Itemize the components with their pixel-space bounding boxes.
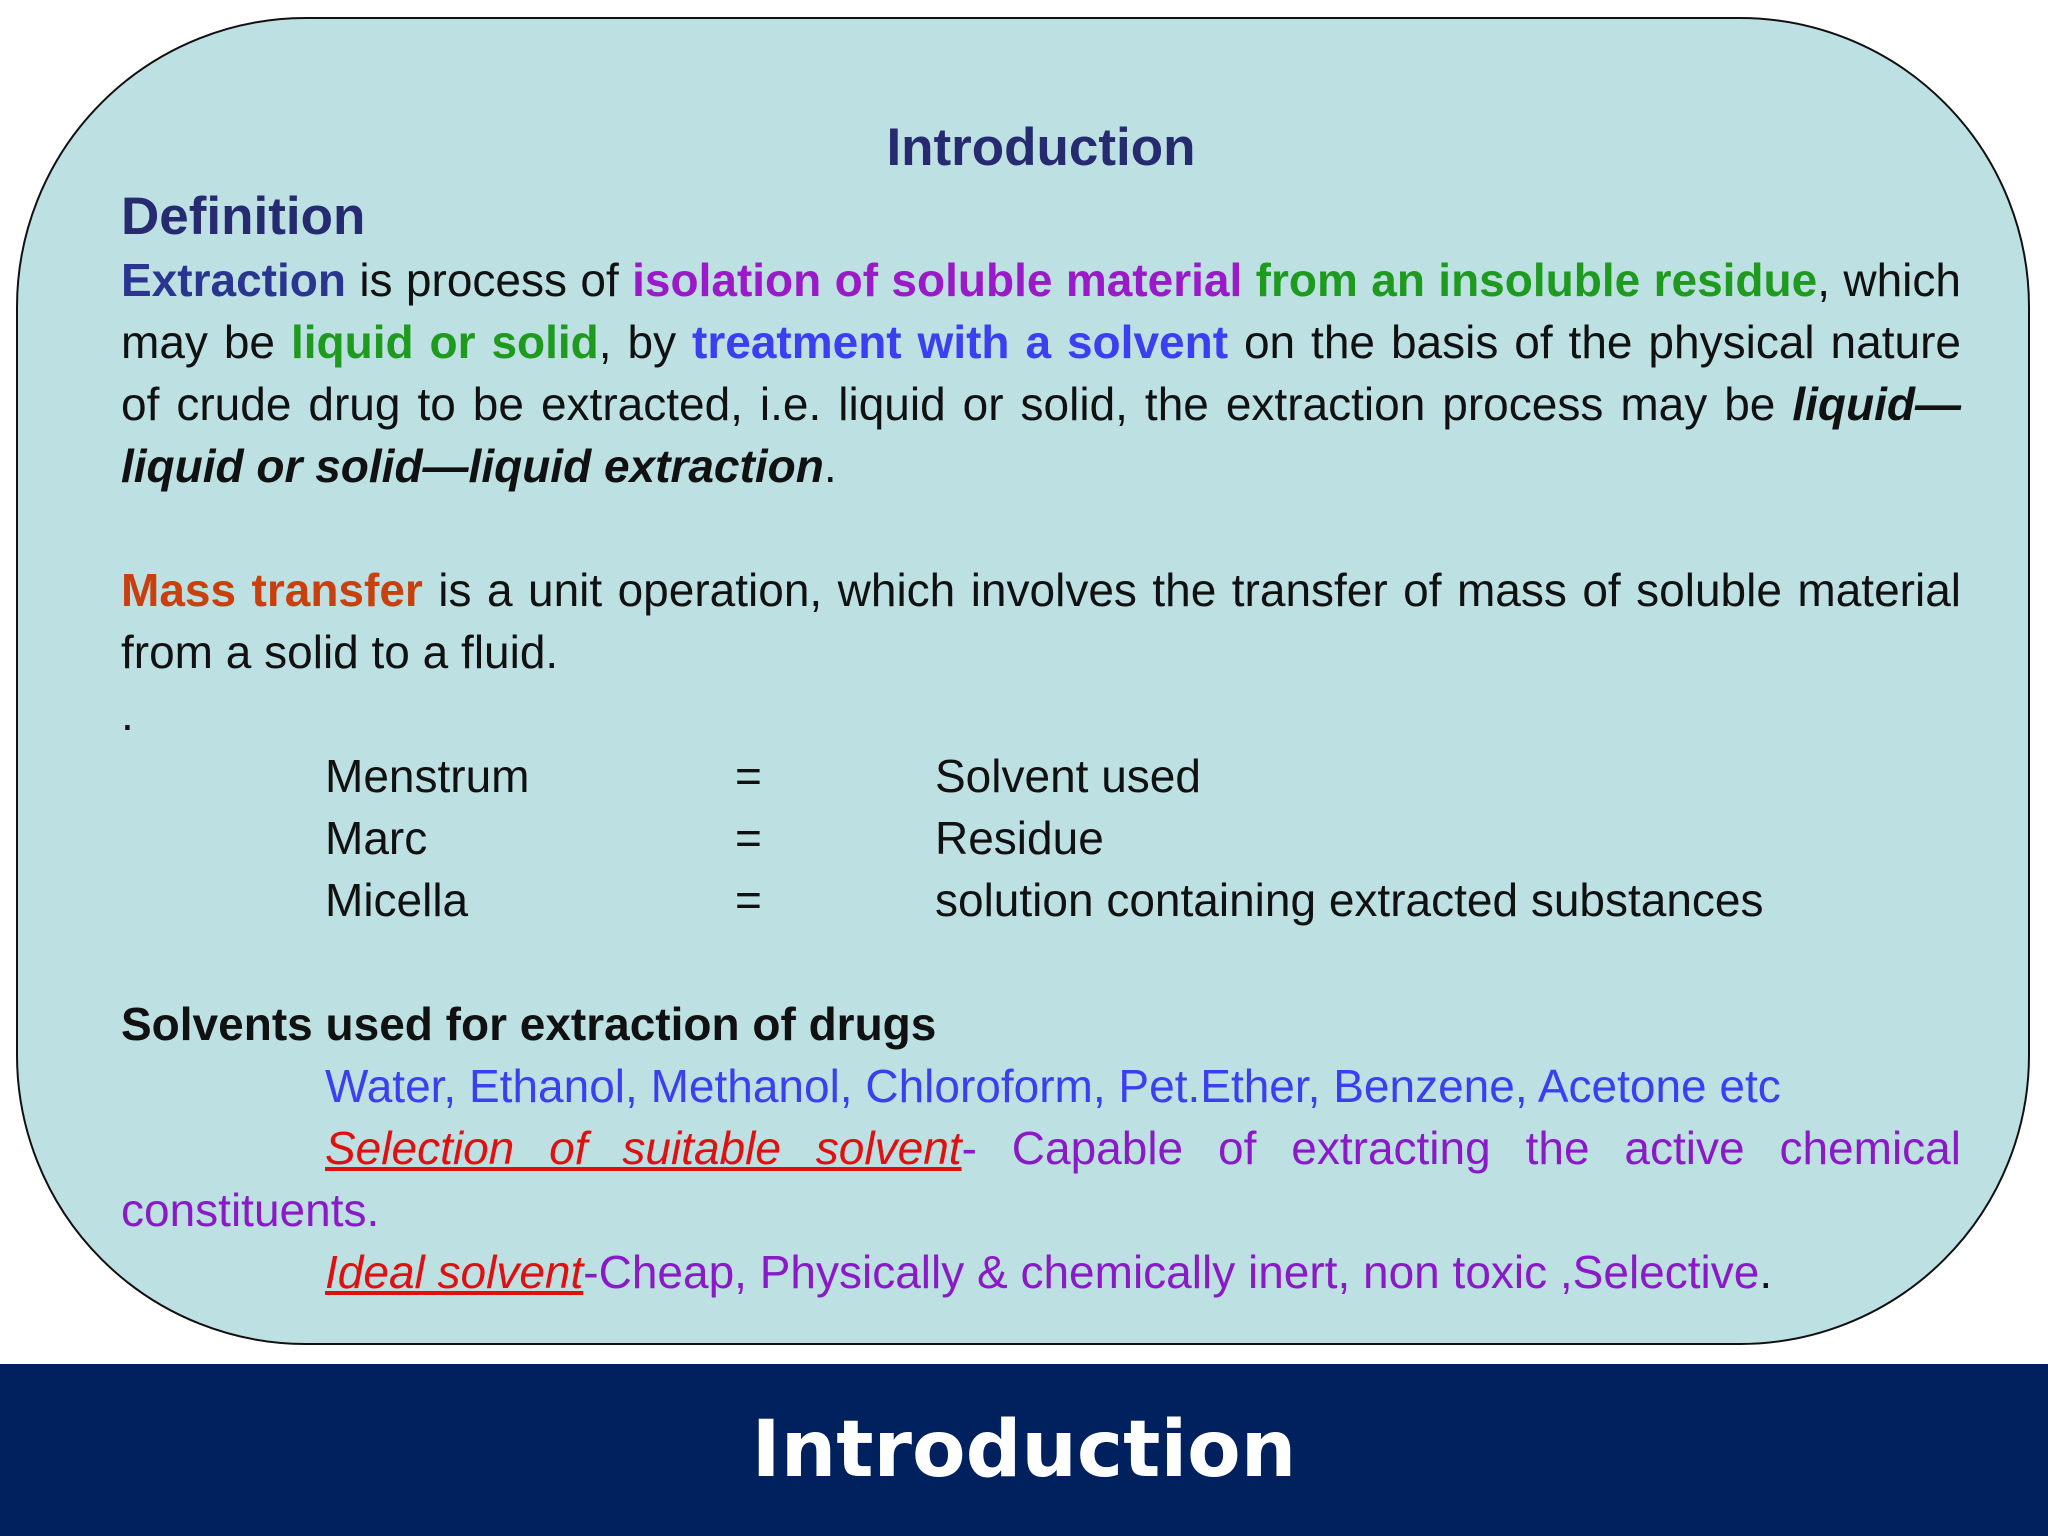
term-row (325, 807, 1961, 869)
ideal-end: . (1759, 1246, 1773, 1298)
ideal-text: -Cheap, Physically & chemically inert, non toxic ,Selective (583, 1246, 1760, 1298)
selection-paragraph (121, 1117, 1961, 1241)
term-value: Solvent used (935, 750, 1201, 802)
term-value: Residue (935, 812, 1104, 864)
term-equals: = (735, 812, 762, 864)
highlight-isolation: isolation of soluble material (632, 254, 1243, 306)
slide-title: Introduction (886, 118, 1196, 177)
extraction-paragraph (121, 249, 1961, 497)
spacer (121, 931, 1961, 993)
solvents-heading: Solvents used for extraction of drugs (121, 998, 937, 1050)
dot-line: . (121, 688, 134, 740)
term-value: solution containing extracted substances (935, 874, 1764, 926)
definition-heading: Definition (121, 187, 366, 246)
ideal-paragraph (121, 1241, 1961, 1303)
term-name: Menstrum (325, 750, 530, 802)
selection-text: - Capable of extracting the active chemical constituents. (121, 1122, 1961, 1236)
text-span: on the basis of the physical nature of crude drug to be extracted, i.e. liquid or solid, the extraction process may be (121, 316, 1961, 430)
highlight-treatment: treatment with a solvent (692, 316, 1229, 368)
term-mass-transfer: Mass transfer (121, 564, 423, 616)
footer-title: Introduction (751, 1405, 1297, 1495)
highlight-liquid-or-solid: liquid or solid (290, 316, 599, 368)
term-equals: = (735, 874, 762, 926)
text-span: , by (598, 316, 693, 368)
terms-table (325, 745, 1961, 931)
term-row (325, 745, 1961, 807)
content-card (16, 17, 2030, 1345)
highlight-extraction-types: liquid—liquid or solid—liquid extraction (121, 378, 1961, 492)
highlight-insoluble-residue: from an insoluble residue (1242, 254, 1818, 306)
term-extraction: Extraction (121, 254, 346, 306)
text-span: . (823, 440, 837, 492)
text-span: , which may be (121, 254, 1961, 368)
selection-label: Selection of suitable solvent (325, 1122, 962, 1174)
text-span: is process of (345, 254, 633, 306)
slide-content (121, 111, 1961, 1303)
term-equals: = (735, 750, 762, 802)
footer-bar (0, 1364, 2048, 1536)
term-name: Marc (325, 812, 428, 864)
spacer (121, 497, 1961, 559)
mass-transfer-paragraph (121, 559, 1961, 683)
term-name: Micella (325, 874, 469, 926)
text-span: is a unit operation, which involves the transfer of mass of soluble material from a solid to a fluid. (121, 564, 1961, 678)
term-row (325, 869, 1961, 931)
solvents-list: Water, Ethanol, Methanol, Chloroform, Pet.Ether, Benzene, Acetone etc (325, 1060, 1781, 1112)
ideal-label: Ideal solvent (325, 1246, 584, 1298)
